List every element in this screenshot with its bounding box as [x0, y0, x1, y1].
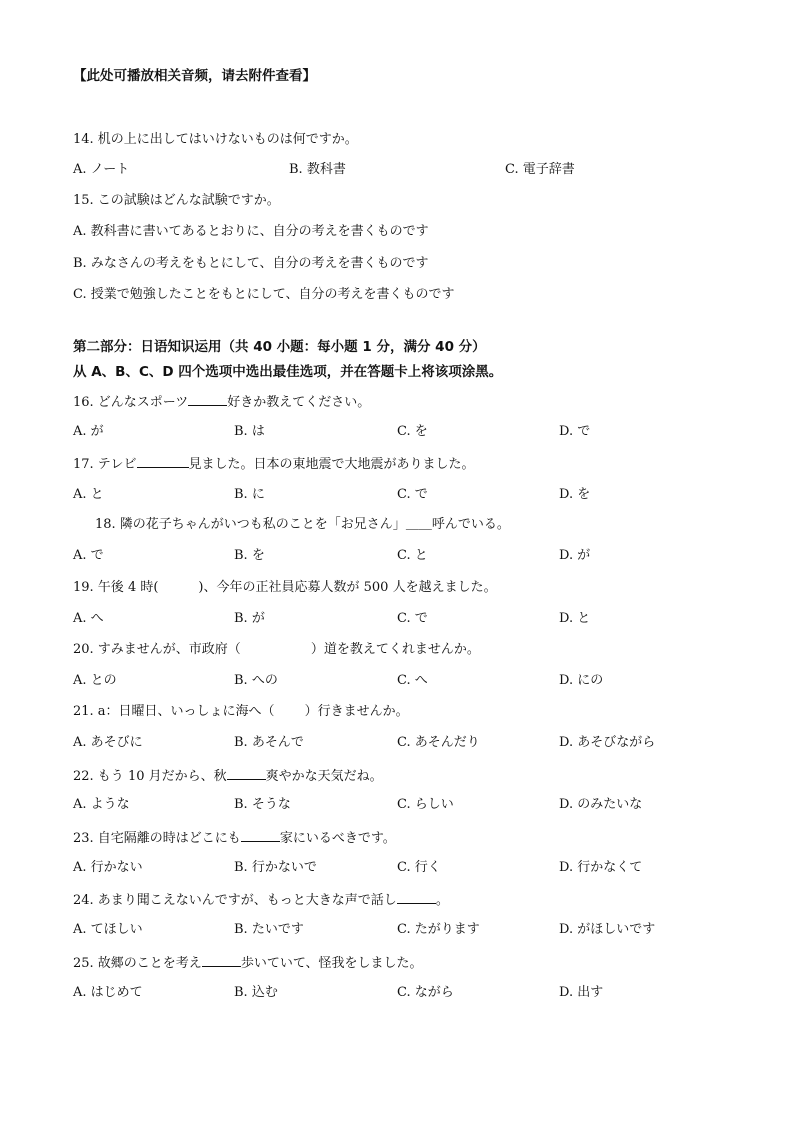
- option-19-a: A. へ: [73, 611, 104, 626]
- option-24-c: C. たがります: [397, 922, 480, 937]
- option-18-d: D. が: [559, 548, 591, 563]
- option-23-a: A. 行かない: [73, 860, 143, 875]
- question-23: [73, 829, 396, 847]
- option-25-b: B. 込む: [234, 985, 278, 1000]
- option-22-a: A. ような: [73, 797, 130, 812]
- answer-blank: [188, 393, 227, 406]
- option-23-d: D. 行かなくて: [559, 860, 643, 875]
- question-18-stem-end: 呼んでいる。: [431, 517, 510, 532]
- option-19-c: C. で: [397, 611, 428, 626]
- question-24-stem-start: 24. あまり聞こえないんですが、もっと大きな声で話し: [73, 893, 397, 908]
- option-17-a: A. と: [73, 487, 104, 502]
- option-24-a: A. てほしい: [73, 922, 143, 937]
- question-17: [73, 455, 475, 473]
- option-17-c: C. で: [397, 487, 428, 502]
- question-24-stem-end: 。: [435, 893, 449, 908]
- question-23-stem-start: 23. 自宅隔離の時はどこにも: [73, 831, 241, 846]
- question-25: [73, 954, 423, 972]
- question-22: [73, 767, 383, 785]
- question-19-stem-start: 19. 午後 4 時(: [73, 580, 159, 595]
- option-22-d: D. のみたいな: [559, 797, 643, 812]
- answer-blank: ＿＿: [405, 517, 432, 532]
- option-20-b: B. への: [234, 673, 278, 688]
- option-23-b: B. 行かないで: [234, 860, 317, 875]
- option-24-b: B. たいです: [234, 922, 304, 937]
- option-20-a: A. との: [73, 673, 117, 688]
- question-20-stem-start: 20. すみませんが、市政府（: [73, 642, 241, 657]
- answer-blank: [397, 891, 436, 904]
- question-21-stem-start: 21. a：日曜日、いっしょに海へ（: [73, 704, 275, 719]
- option-21-b: B. あそんで: [234, 735, 304, 750]
- option-16-d: D. で: [559, 424, 591, 439]
- option-17-b: B. に: [234, 487, 265, 502]
- option-22-b: B. そうな: [234, 797, 291, 812]
- answer-blank: [227, 767, 266, 780]
- question-14: 14. 机の上に出してはいけないものは何ですか。: [73, 132, 358, 147]
- option-21-d: D. あそびながら: [559, 735, 656, 750]
- question-20: [73, 642, 480, 658]
- option-16-b: B. は: [234, 424, 265, 439]
- question-18-stem-start: 18. 隣の花子ちゃんがいつも私のことを「お兄さん」: [95, 517, 406, 532]
- question-25-stem-end: 歩いていて、怪我をしました。: [240, 956, 423, 971]
- question-19-stem-end: )、今年の正社員応募人数が 500 人を越えました。: [198, 580, 497, 595]
- option-16-a: A. が: [73, 424, 104, 439]
- question-23-stem-end: 家にいるべきです。: [279, 831, 396, 846]
- option-18-a: A. で: [73, 548, 104, 563]
- option-14-c: C. 電子辞書: [505, 162, 575, 177]
- question-22-stem-end: 爽やかな天気だね。: [265, 769, 383, 784]
- question-21-stem-end: ）行きませんか。: [304, 704, 409, 719]
- option-23-c: C. 行く: [397, 860, 441, 875]
- option-14-a: A. ノート: [73, 162, 130, 177]
- question-16-stem-start: 16. どんなスポーツ: [73, 395, 189, 410]
- option-15-c: C. 授業で勉強したことをもとにして、自分の考えを書くものです: [73, 287, 455, 302]
- option-18-c: C. と: [397, 548, 428, 563]
- option-24-d: D. がほしいです: [559, 922, 656, 937]
- question-20-stem-end: ）道を教えてくれませんか。: [310, 642, 480, 657]
- question-21: [73, 704, 409, 720]
- section-2-title: 第二部分：日语知识运用（共 40 小题：每小题 1 分，满分 40 分）: [73, 339, 486, 355]
- question-24: [73, 891, 449, 909]
- option-21-a: A. あそびに: [73, 735, 143, 750]
- question-19: [73, 580, 497, 596]
- option-25-a: A. はじめて: [73, 985, 143, 1000]
- question-17-stem-start: 17. テレビ: [73, 457, 137, 472]
- option-25-d: D. 出す: [559, 985, 604, 1000]
- option-19-d: D. と: [559, 611, 591, 626]
- question-18: [95, 517, 510, 533]
- option-15-a: A. 教科書に書いてあるとおりに、自分の考えを書くものです: [73, 224, 429, 239]
- option-16-c: C. を: [397, 424, 428, 439]
- option-18-b: B. を: [234, 548, 265, 563]
- question-16: [73, 393, 370, 411]
- option-20-d: D. にの: [559, 673, 604, 688]
- option-17-d: D. を: [559, 487, 591, 502]
- question-16-stem-end: 好きか教えてください。: [227, 395, 371, 410]
- option-25-c: C. ながら: [397, 985, 454, 1000]
- option-22-c: C. らしい: [397, 797, 454, 812]
- option-15-b: B. みなさんの考えをもとにして、自分の考えを書くものです: [73, 256, 429, 271]
- audio-note: 【此处可播放相关音频，请去附件查看】: [73, 68, 316, 84]
- option-20-c: C. へ: [397, 673, 428, 688]
- answer-blank: [241, 829, 280, 842]
- option-14-b: B. 教科書: [289, 162, 346, 177]
- question-17-stem-end: 見ました。日本の東地震で大地震がありました。: [188, 457, 475, 472]
- answer-blank: [202, 954, 241, 967]
- question-15: 15. この試験はどんな試験ですか。: [73, 193, 280, 208]
- option-21-c: C. あそんだり: [397, 735, 480, 750]
- question-22-stem-start: 22. もう 10 月だから、秋: [73, 769, 227, 784]
- section-2-instruction: 从 A、B、C、D 四个选项中选出最佳选项，并在答题卡上将该项涂黑。: [73, 364, 503, 380]
- option-19-b: B. が: [234, 611, 265, 626]
- question-25-stem-start: 25. 故郷のことを考え: [73, 956, 202, 971]
- answer-blank: [137, 455, 189, 468]
